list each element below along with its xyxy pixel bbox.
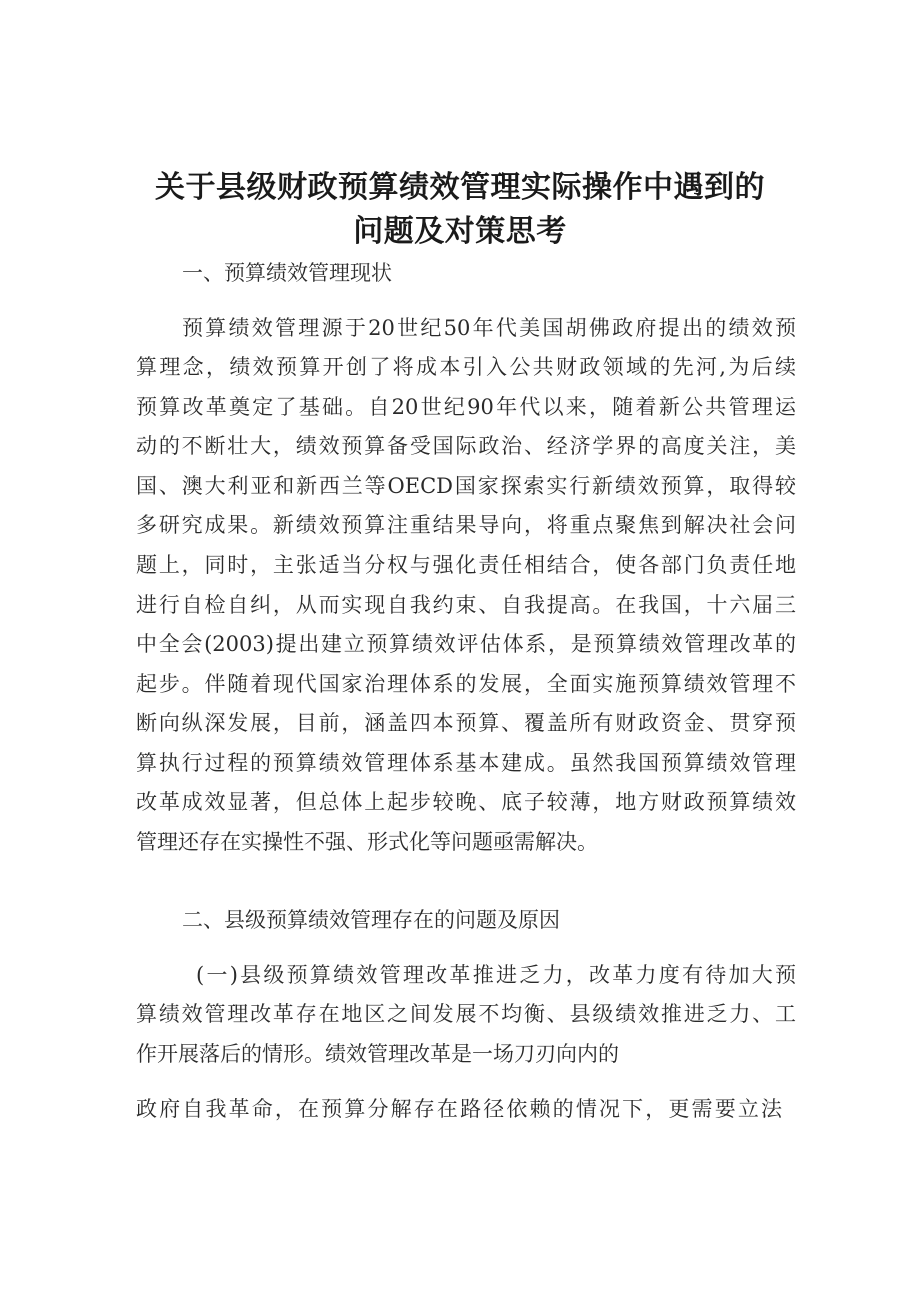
- paragraph-line: 多研究成果。新绩效预算注重结果导向，将重点聚焦到解决社会问: [136, 513, 796, 537]
- paragraph-line: 管理还存在实操性不强、形式化等问题亟需解决。: [136, 830, 598, 854]
- paragraph-line: 预算绩效管理源于20世纪50年代美国胡佛政府提出的绩效预: [182, 316, 796, 340]
- paragraph-line: 题上，同时，主张适当分权与强化责任相结合，使各部门负责任地: [136, 553, 796, 577]
- document-title-line-1: 关于县级财政预算绩效管理实际操作中遇到的: [155, 170, 765, 205]
- paragraph-line: 算绩效管理改革存在地区之间发展不均衡、县级绩效推进乏力、工: [136, 1002, 796, 1026]
- document-title-line-2: 问题及对策思考: [353, 214, 567, 249]
- paragraph-line: (一)县级预算绩效管理改革推进乏力，改革力度有待加大预: [196, 963, 796, 987]
- paragraph-line: 断向纵深发展，目前，涵盖四本预算、覆盖所有财政资金、贯穿预: [136, 711, 796, 735]
- paragraph-line: 预算改革奠定了基础。自20世纪90年代以来，随着新公共管理运: [136, 395, 796, 419]
- section-1-heading: 一、预算绩效管理现状: [182, 261, 392, 285]
- section-2-heading: 二、县级预算绩效管理存在的问题及原因: [182, 908, 560, 932]
- paragraph-line: 动的不断壮大，绩效预算备受国际政治、经济学界的高度关注，美: [136, 434, 796, 458]
- paragraph-line: 进行自检自纠，从而实现自我约束、自我提高。在我国，十六届三: [136, 593, 796, 617]
- paragraph-line: 作开展落后的情形。绩效管理改革是一场刀刃向内的: [136, 1042, 619, 1066]
- paragraph-line: 改革成效显著，但总体上起步较晚、底子较薄，地方财政预算绩效: [136, 790, 796, 814]
- paragraph-line: 算理念，绩效预算开创了将成本引入公共财政领域的先河,为后续: [136, 355, 796, 379]
- paragraph-line: 中全会(2003)提出建立预算绩效评估体系，是预算绩效管理改革的: [136, 632, 796, 656]
- paragraph-line: 国、澳大利亚和新西兰等OECD国家探索实行新绩效预算，取得较: [136, 474, 796, 498]
- paragraph-line: 起步。伴随着现代国家治理体系的发展，全面实施预算绩效管理不: [136, 672, 796, 696]
- paragraph-line: 政府自我革命，在预算分解存在路径依赖的情况下，更需要立法: [136, 1097, 782, 1121]
- paragraph-line: 算执行过程的预算绩效管理体系基本建成。虽然我国预算绩效管理: [136, 751, 796, 775]
